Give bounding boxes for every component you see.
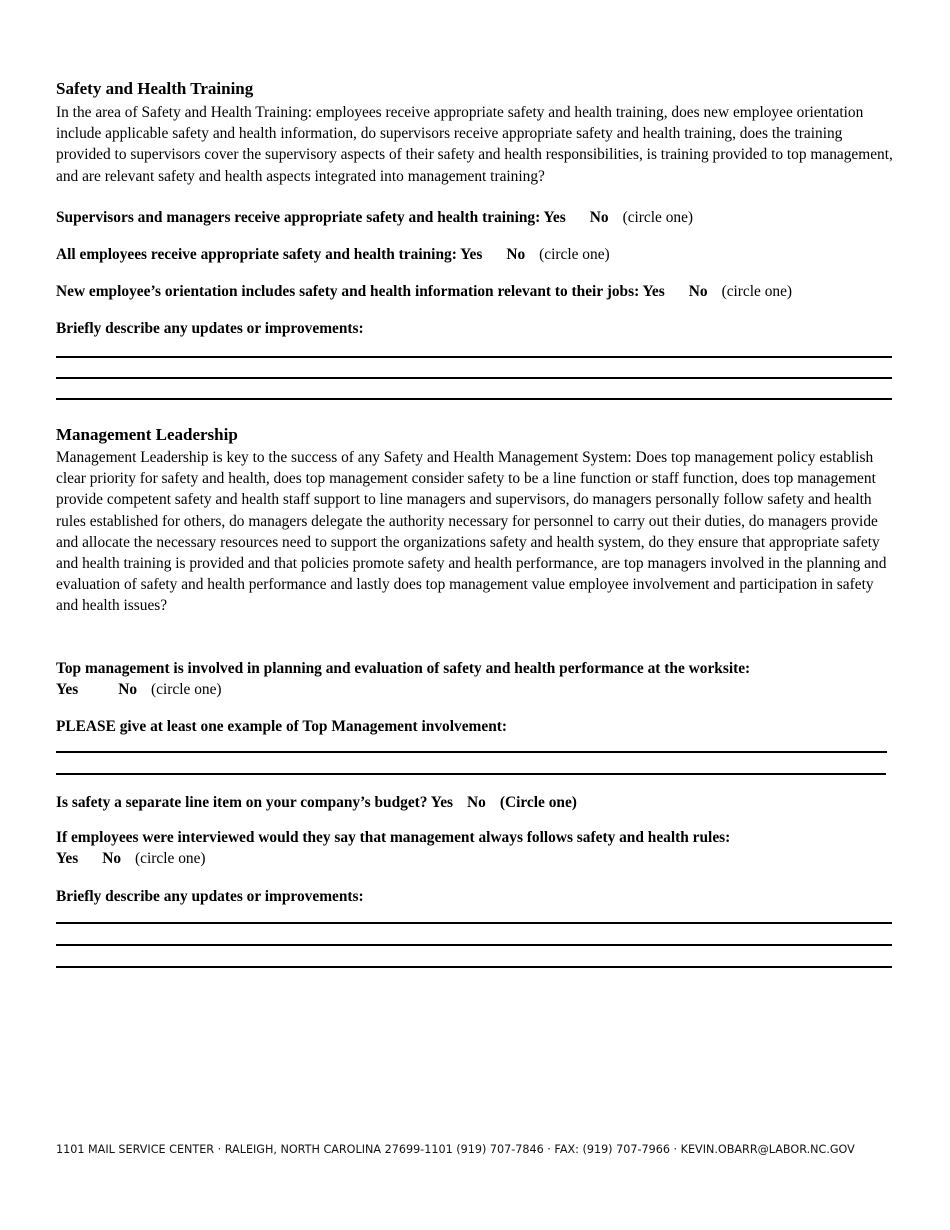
yes-option[interactable]: Yes	[460, 246, 483, 263]
updates-label-management: Briefly describe any updates or improvements:	[56, 888, 364, 905]
circle-one-hint: (circle one)	[539, 246, 610, 263]
section-description-safety-training: In the area of Safety and Health Training: employees receive appropriate safety and health training, does new employee orientation include applicable safety and health information, do supervisors receive appropriate safety and health training, does the training provided to supervisors cover the supervisory aspects of their safety and health responsibilities, is training provided to top management, and are relevant safety and health aspects integrated into management training?	[56, 104, 893, 185]
yes-option[interactable]: Yes	[56, 850, 79, 867]
no-option[interactable]: No	[506, 246, 526, 263]
no-option[interactable]: No	[102, 850, 122, 867]
yes-option[interactable]: Yes	[430, 794, 454, 811]
question-top-management-involved	[56, 658, 896, 700]
question-management-follows-rules	[56, 827, 896, 869]
question-supervisors-training	[56, 207, 693, 228]
circle-one-hint: (circle one)	[151, 681, 222, 698]
yes-option[interactable]: Yes	[543, 209, 566, 226]
answer-line[interactable]	[56, 773, 886, 775]
no-option[interactable]: No	[589, 209, 609, 226]
section-description-management-leadership: Management Leadership is key to the success of any Safety and Health Management System: Does top management policy establish clear priority for safety and health, does top management consider safety to be a line function or staff function, does top management provide competent safety and health staff support to line managers and supervisors, do managers personally follow safety and health rules established for others, do managers delegate the authority necessary for personnel to carry out their duties, do managers provide and allocate the necessary resources need to support the organizations safety and health system, do they ensure that appropriate safety and health training is provided and that policies promote safety and health performance, are top managers involved in the planning and evaluation of safety and health performance and lastly does top management value employee involvement and participation in safety and health issues?	[56, 449, 887, 615]
answer-line[interactable]	[56, 356, 892, 358]
answer-line[interactable]	[56, 751, 887, 753]
question-text: New employee’s orientation includes safety and health information relevant to their jobs:	[56, 283, 640, 300]
question-employees-training	[56, 244, 610, 265]
circle-one-hint: (circle one)	[721, 283, 793, 300]
yes-option[interactable]: Yes	[642, 283, 665, 300]
question-text: Supervisors and managers receive appropriate safety and health training:	[56, 209, 541, 226]
answer-line[interactable]	[56, 398, 892, 400]
answer-line[interactable]	[56, 944, 892, 946]
no-option[interactable]: No	[467, 794, 486, 811]
question-orientation	[56, 281, 792, 302]
answer-line[interactable]	[56, 377, 892, 379]
updates-label-training: Briefly describe any updates or improvements:	[56, 320, 364, 337]
circle-one-hint: (Circle one)	[499, 794, 577, 811]
footer-address: 1101 MAIL SERVICE CENTER · RALEIGH, NORTH CAROLINA 27699-1101 (919) 707-7846 · FAX: (919) 707-7966 · KEVIN.OBARR@LABOR.NC.GOV	[56, 1143, 855, 1156]
circle-one-hint: (circle one)	[622, 209, 694, 226]
example-label-top-management: PLEASE give at least one example of Top Management involvement:	[56, 718, 508, 735]
question-text: Top management is involved in planning and evaluation of safety and health performance at the worksite:	[56, 660, 751, 677]
section-heading-management-leadership: Management Leadership	[56, 425, 238, 444]
circle-one-hint: (circle one)	[135, 850, 206, 867]
question-text: Is safety a separate line item on your company’s budget?	[56, 794, 428, 811]
yes-option[interactable]: Yes	[56, 681, 79, 698]
answer-line[interactable]	[56, 922, 892, 924]
question-text: All employees receive appropriate safety and health training:	[56, 246, 457, 263]
section-heading-safety-training: Safety and Health Training	[56, 79, 254, 98]
no-option[interactable]: No	[688, 283, 708, 300]
answer-line[interactable]	[56, 966, 892, 968]
question-text: If employees were interviewed would they say that management always follows safety and health rules:	[56, 829, 731, 846]
question-budget-line-item	[56, 792, 577, 813]
no-option[interactable]: No	[118, 681, 138, 698]
